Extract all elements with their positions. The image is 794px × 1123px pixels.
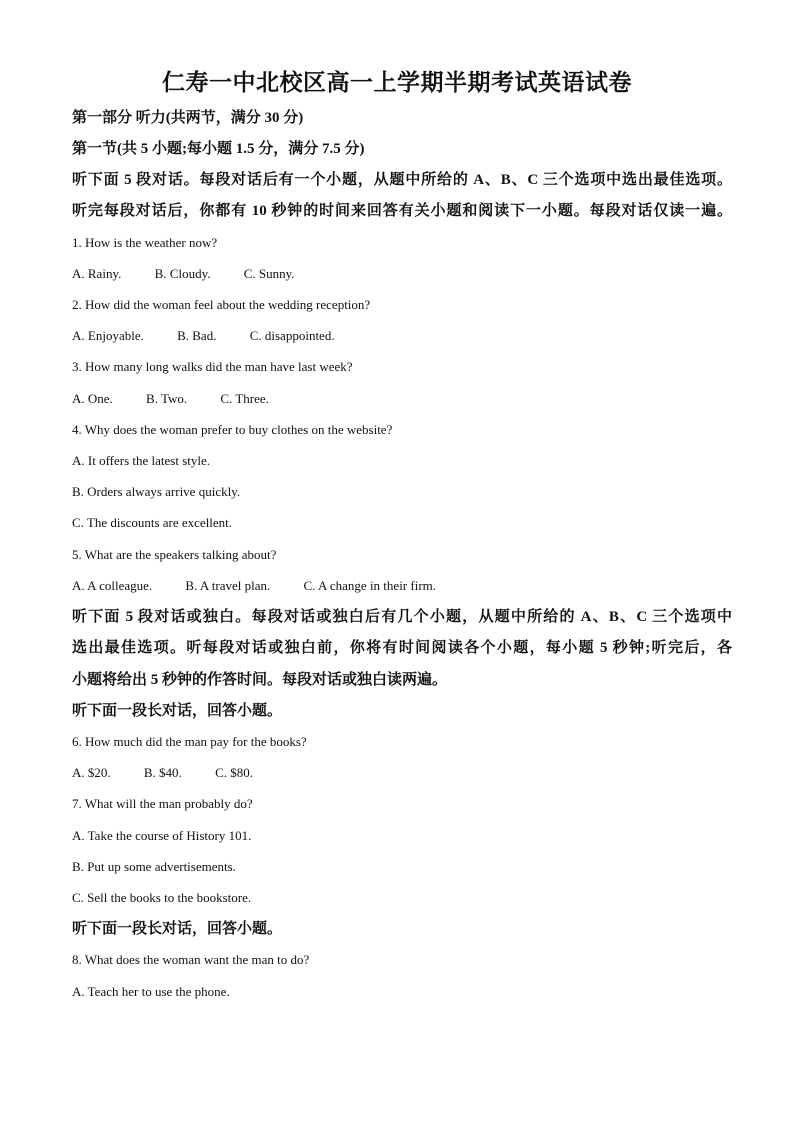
long-dialogue-heading-2: 听下面一段长对话，回答小题。: [72, 921, 283, 937]
instructions1-line-1: 听下面 5 段对话。每段对话后有一个小题，从题中所给的 A、B、C 三个选项中选出最佳选项。: [72, 172, 732, 188]
question-1-options: [72, 264, 732, 284]
question-3-options: [72, 389, 732, 409]
question-4-option-c: C. The discounts are excellent.: [72, 515, 233, 530]
question-6-options: [72, 763, 732, 783]
question-3: 3. How many long walks did the man have last week?: [72, 359, 353, 374]
question-6-option-b: B. $40.: [143, 765, 182, 780]
part1-heading: 第一部分 听力(共两节，满分 30 分): [72, 110, 304, 126]
question-5-option-c: C. A change in their firm.: [303, 578, 437, 593]
question-3-option-a: A. One.: [72, 391, 113, 406]
question-8-option-a: A. Teach her to use the phone.: [72, 984, 230, 999]
question-8: 8. What does the woman want the man to do?: [72, 952, 310, 967]
exam-title: 仁寿一中北校区高一上学期半期考试英语试卷: [162, 70, 632, 95]
question-7-option-b: B. Put up some advertisements.: [72, 859, 236, 874]
question-5-option-a: A. A colleague.: [72, 578, 153, 593]
question-2-option-c: C. disappointed.: [249, 328, 335, 343]
question-2: 2. How did the woman feel about the wedding reception?: [72, 297, 371, 312]
instructions2-line-1: 听下面 5 段对话或独白。每段对话或独白后有几个小题，从题中所给的 A、B、C 三个选项中: [72, 609, 732, 625]
long-dialogue-heading-1: 听下面一段长对话，回答小题。: [72, 703, 283, 719]
question-7-option-c: C. Sell the books to the bookstore.: [72, 890, 252, 905]
question-7-option-a: A. Take the course of History 101.: [72, 828, 252, 843]
question-6-option-c: C. $80.: [215, 765, 253, 780]
question-6-option-a: A. $20.: [72, 765, 111, 780]
question-3-option-b: B. Two.: [146, 391, 188, 406]
question-4: 4. Why does the woman prefer to buy clothes on the website?: [72, 422, 393, 437]
question-5: 5. What are the speakers talking about?: [72, 547, 277, 562]
instructions2-line-3: 小题将给出 5 秒钟的作答时间。每段对话或独白读两遍。: [72, 672, 448, 688]
question-3-option-c: C. Three.: [220, 391, 269, 406]
instructions1-line-2: 听完每段对话后，你都有 10 秒钟的时间来回答有关小题和阅读下一小题。每段对话仅读一遍。: [72, 203, 732, 219]
section1-heading: 第一节(共 5 小题;每小题 1.5 分，满分 7.5 分): [72, 141, 365, 157]
question-2-option-b: B. Bad.: [177, 328, 217, 343]
question-7: 7. What will the man probably do?: [72, 796, 253, 811]
question-4-option-a: A. It offers the latest style.: [72, 453, 211, 468]
question-1-option-c: C. Sunny.: [243, 266, 295, 281]
question-4-option-b: B. Orders always arrive quickly.: [72, 484, 241, 499]
instructions2-line-2: 选出最佳选项。听每段对话或独白前，你将有时间阅读各个小题，每小题 5 秒钟;听完后，各: [72, 640, 732, 656]
question-2-options: [72, 326, 732, 346]
question-2-option-a: A. Enjoyable.: [72, 328, 144, 343]
question-1-option-b: B. Cloudy.: [154, 266, 211, 281]
question-5-option-b: B. A travel plan.: [185, 578, 271, 593]
question-1-option-a: A. Rainy.: [72, 266, 122, 281]
question-5-options: [72, 576, 732, 596]
question-6: 6. How much did the man pay for the books?: [72, 734, 307, 749]
question-1: 1. How is the weather now?: [72, 235, 218, 250]
